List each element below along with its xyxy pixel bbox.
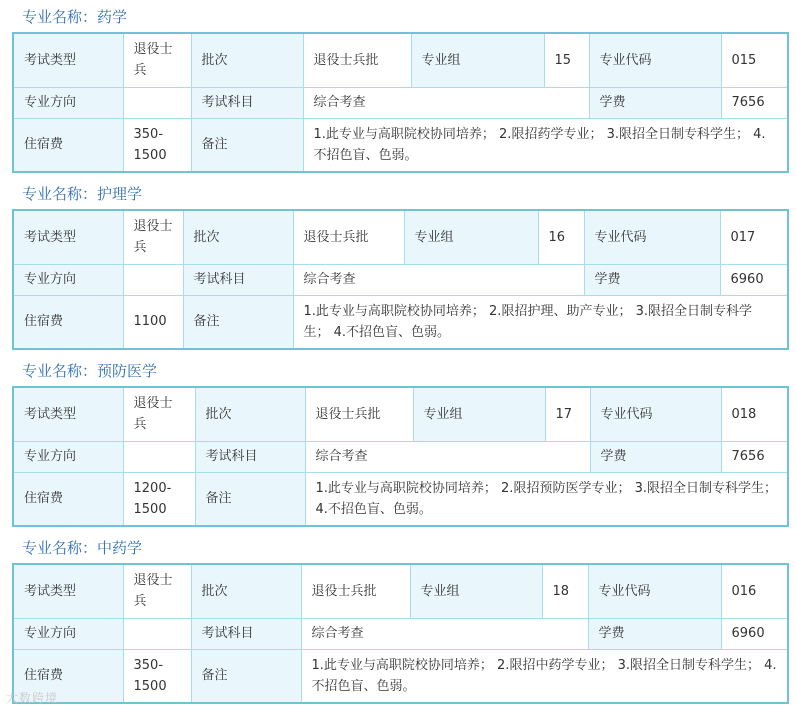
subject-value: 综合考查	[301, 618, 588, 649]
label-code: 专业代码	[584, 210, 720, 264]
label-batch: 批次	[191, 33, 303, 87]
major-table	[12, 32, 789, 173]
subject-value: 综合考查	[303, 87, 589, 118]
label-dorm: 住宿费	[13, 295, 123, 349]
label-subject: 考试科目	[183, 264, 293, 295]
note-value: 1.此专业与高职院校协同培养； 2.限招中药学专业； 3.限招全日制专科学生； 4.不招色盲、色弱。	[301, 649, 788, 703]
subject-value: 综合考查	[305, 441, 590, 472]
exam-type-value: 退役士兵	[123, 564, 191, 618]
major-table	[12, 386, 789, 527]
label-direction: 专业方向	[13, 441, 123, 472]
group-value: 16	[538, 210, 584, 264]
label-note: 备注	[191, 118, 303, 172]
group-value: 15	[544, 33, 589, 87]
label-exam-type: 考试类型	[13, 564, 123, 618]
label-tuition: 学费	[589, 87, 721, 118]
subject-value: 综合考查	[293, 264, 584, 295]
group-value: 17	[545, 387, 590, 441]
direction-value	[123, 441, 195, 472]
label-dorm: 住宿费	[13, 118, 123, 172]
exam-type-value: 退役士兵	[123, 33, 191, 87]
exam-type-value: 退役士兵	[123, 387, 195, 441]
direction-value	[123, 264, 183, 295]
label-group: 专业组	[404, 210, 538, 264]
label-group: 专业组	[411, 33, 544, 87]
major-title: 专业名称：药学	[22, 8, 128, 26]
note-value: 1.此专业与高职院校协同培养； 2.限招药学专业； 3.限招全日制专科学生； 4.不招色盲、色弱。	[303, 118, 788, 172]
code-value: 018	[721, 387, 788, 441]
label-batch: 批次	[195, 387, 305, 441]
major-table	[12, 563, 789, 704]
note-value: 1.此专业与高职院校协同培养； 2.限招预防医学专业； 3.限招全日制专科学生； 4.不招色盲、色弱。	[305, 472, 788, 526]
label-group: 专业组	[413, 387, 545, 441]
exam-type-value: 退役士兵	[123, 210, 183, 264]
label-group: 专业组	[410, 564, 542, 618]
group-value: 18	[542, 564, 588, 618]
direction-value	[123, 618, 191, 649]
note-value: 1.此专业与高职院校协同培养； 2.限招护理、助产专业； 3.限招全日制专科学生； 4.不招色盲、色弱。	[293, 295, 788, 349]
dorm-value: 1200-1500	[123, 472, 195, 526]
batch-value: 退役士兵批	[305, 387, 413, 441]
batch-value: 退役士兵批	[293, 210, 404, 264]
tuition-value: 6960	[720, 264, 788, 295]
code-value: 017	[720, 210, 788, 264]
major-table	[12, 209, 789, 350]
label-direction: 专业方向	[13, 264, 123, 295]
label-tuition: 学费	[590, 441, 721, 472]
label-subject: 考试科目	[191, 618, 301, 649]
label-batch: 批次	[183, 210, 293, 264]
label-tuition: 学费	[588, 618, 721, 649]
label-subject: 考试科目	[191, 87, 303, 118]
direction-value	[123, 87, 191, 118]
label-direction: 专业方向	[13, 618, 123, 649]
label-code: 专业代码	[588, 564, 721, 618]
dorm-value: 350-1500	[123, 649, 191, 703]
tuition-value: 7656	[721, 87, 788, 118]
label-dorm: 住宿费	[13, 649, 123, 703]
dorm-value: 350-1500	[123, 118, 191, 172]
label-dorm: 住宿费	[13, 472, 123, 526]
label-exam-type: 考试类型	[13, 210, 123, 264]
label-subject: 考试科目	[195, 441, 305, 472]
label-note: 备注	[195, 472, 305, 526]
label-direction: 专业方向	[13, 87, 123, 118]
batch-value: 退役士兵批	[301, 564, 410, 618]
code-value: 015	[721, 33, 788, 87]
label-note: 备注	[191, 649, 301, 703]
tuition-value: 7656	[721, 441, 788, 472]
label-batch: 批次	[191, 564, 301, 618]
label-tuition: 学费	[584, 264, 720, 295]
batch-value: 退役士兵批	[303, 33, 411, 87]
major-title: 专业名称：中药学	[22, 539, 143, 557]
label-exam-type: 考试类型	[13, 387, 123, 441]
dorm-value: 1100	[123, 295, 183, 349]
major-title: 专业名称：护理学	[22, 185, 143, 203]
label-exam-type: 考试类型	[13, 33, 123, 87]
label-code: 专业代码	[589, 33, 721, 87]
label-note: 备注	[183, 295, 293, 349]
major-title: 专业名称：预防医学	[22, 362, 158, 380]
code-value: 016	[721, 564, 788, 618]
tuition-value: 6960	[721, 618, 788, 649]
label-code: 专业代码	[590, 387, 721, 441]
watermark: 大数跨境	[6, 691, 59, 705]
